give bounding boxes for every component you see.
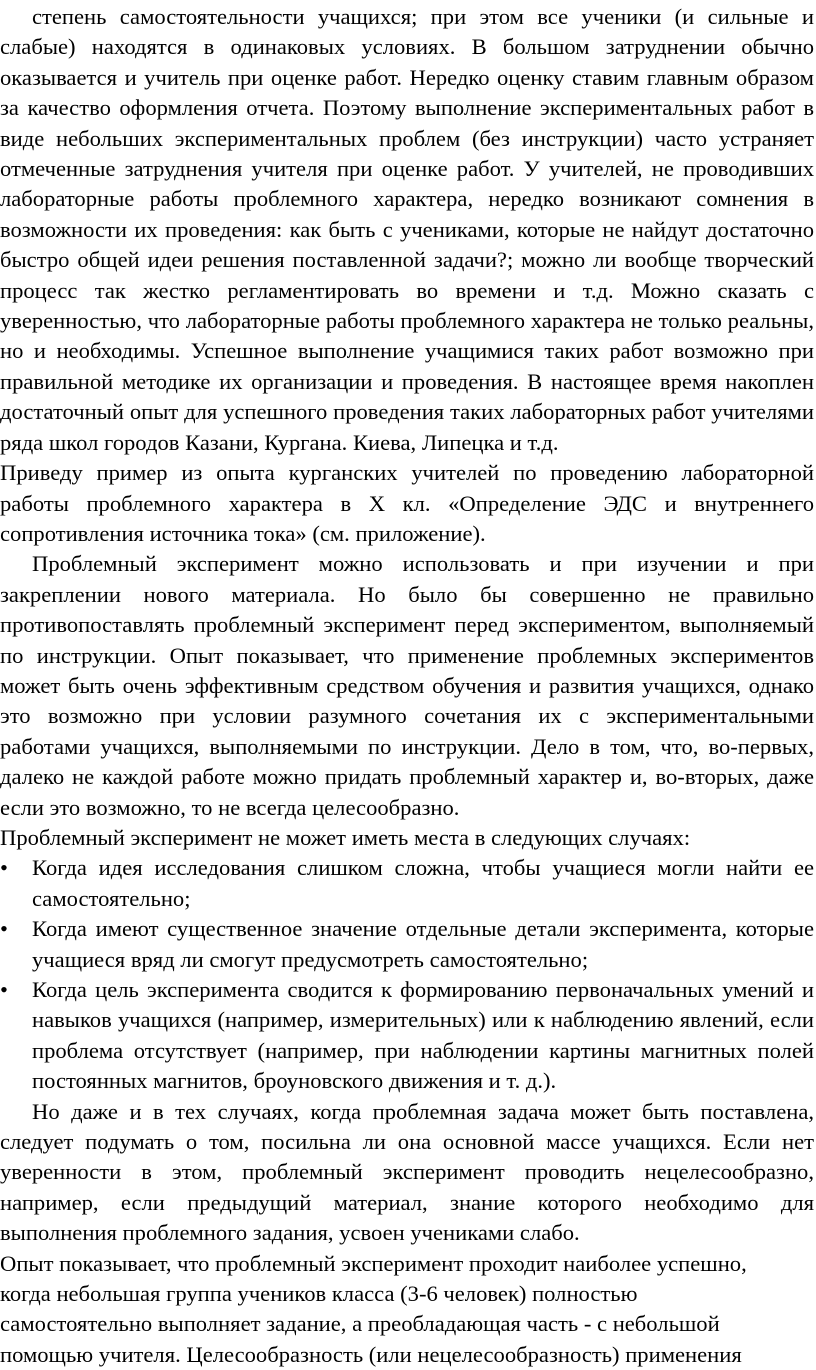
text-line: самостоятельно выполняет задание, а преобладающая часть - с небольшой [0, 1311, 720, 1337]
bullet-icon: • [0, 977, 8, 1002]
paragraph-feasibility: Но даже и в тех случаях, когда проблемная задача может быть поставлена, следует подумать о том, посильна ли она основной массе учащихся. Если нет уверенности в этом, проблемный эксперимент проводить нецелесообразно, например, если предыдущий материал, знание которого необходимо для выполнения проблемного задания, усвоен учениками слабо. [0, 1098, 814, 1246]
text-line: Опыт показывает, что проблемный эксперимент проходит наиболее успешно, [0, 1250, 747, 1276]
paragraph-continuation: степень самостоятельности учащихся; при этом все ученики (и сильные и слабые) находятся в одинаковых условиях. В большом затруднении обычно оказывается и учитель при оценке работ. Нередко оценку ставим главным образом за качество оформления отчета. Поэтому выполнение экспериментальных работ в виде небольших экспериментальных проблем (без инструкции) часто устраняет отмеченные затруднения учителя при оценке работ. У учителей, не проводивших лабораторные работы проблемного характера, нередко возникают сомнения в возможности их проведения: как быть с учениками, которые не найдут достаточно быстро общей идеи решения поставленной задачи?; можно ли вообще творческий процесс так жестко регламентировать во времени и т.д. Можно сказать с уверенностью, что лабораторные работы проблемного характера не только реальны, но и необходимы. Успешное выполнение учащимися таких работ возможно при правильной методике их организации и проведения. В настоящее время накоплен достаточный опыт для успешного проведения таких лабораторных работ учителями ряда школ городов Казани, Кургана. Киева, Липецка и т.д. [0, 4, 814, 455]
list-item-text: Когда цель эксперимента сводится к формированию первоначальных умений и навыков учащихся (например, измерительных) или к наблюдению явлений, если проблема отсутствует (например, при наблюдении картины магнитных полей постоянных магнитов, броуновского движения и т. д.). [32, 977, 814, 1094]
paragraph-problem-experiment: Проблемный эксперимент можно использовать и при изучении и при закреплении нового материала. Но было бы совершенно не правильно противопоставлять проблемный эксперимент перед экспериментом, выполняемый по инструкции. Опыт показывает, что применение проблемных экспериментов может быть очень эффективным средством обучения и развития учащихся, однако это возможно при условии разумного сочетания их с экспериментальными работами учащихся, выполняемыми по инструкции. Дело в том, что, во-первых, далеко не каждой работе можно придать проблемный характер и, во-вторых, даже если это возможно, то не всегда целесообразно. [0, 551, 814, 820]
list-item [0, 914, 814, 975]
paragraph-experience [0, 1249, 814, 1370]
list-item-text: Когда имеют существенное значение отдельные детали эксперимента, которые учащиеся вряд ли смогут предусмотреть самостоятельно; [32, 916, 814, 972]
paragraph-example: Приведу пример из опыта курганских учителей по проведению лабораторной работы проблемного характера в X кл. «Определение ЭДС и внутреннего сопротивления источника тока» (см. приложение). [0, 460, 814, 546]
cases-list [0, 853, 814, 1096]
list-item [0, 853, 814, 914]
bullet-icon: • [0, 855, 8, 881]
list-item-text: Когда идея исследования слишком сложна, чтобы учащиеся могли найти ее самостоятельно; [32, 855, 814, 911]
bullet-icon: • [0, 916, 8, 942]
text-line: помощью учителя. Целесообразность (или нецелесообразность) применения [0, 1341, 742, 1367]
paragraph-cases-intro: Проблемный эксперимент не может иметь места в следующих случаях: [0, 824, 691, 850]
text-line: когда небольшая группа учеников класса (3-6 человек) полностью [0, 1281, 638, 1307]
list-item [0, 975, 814, 1097]
